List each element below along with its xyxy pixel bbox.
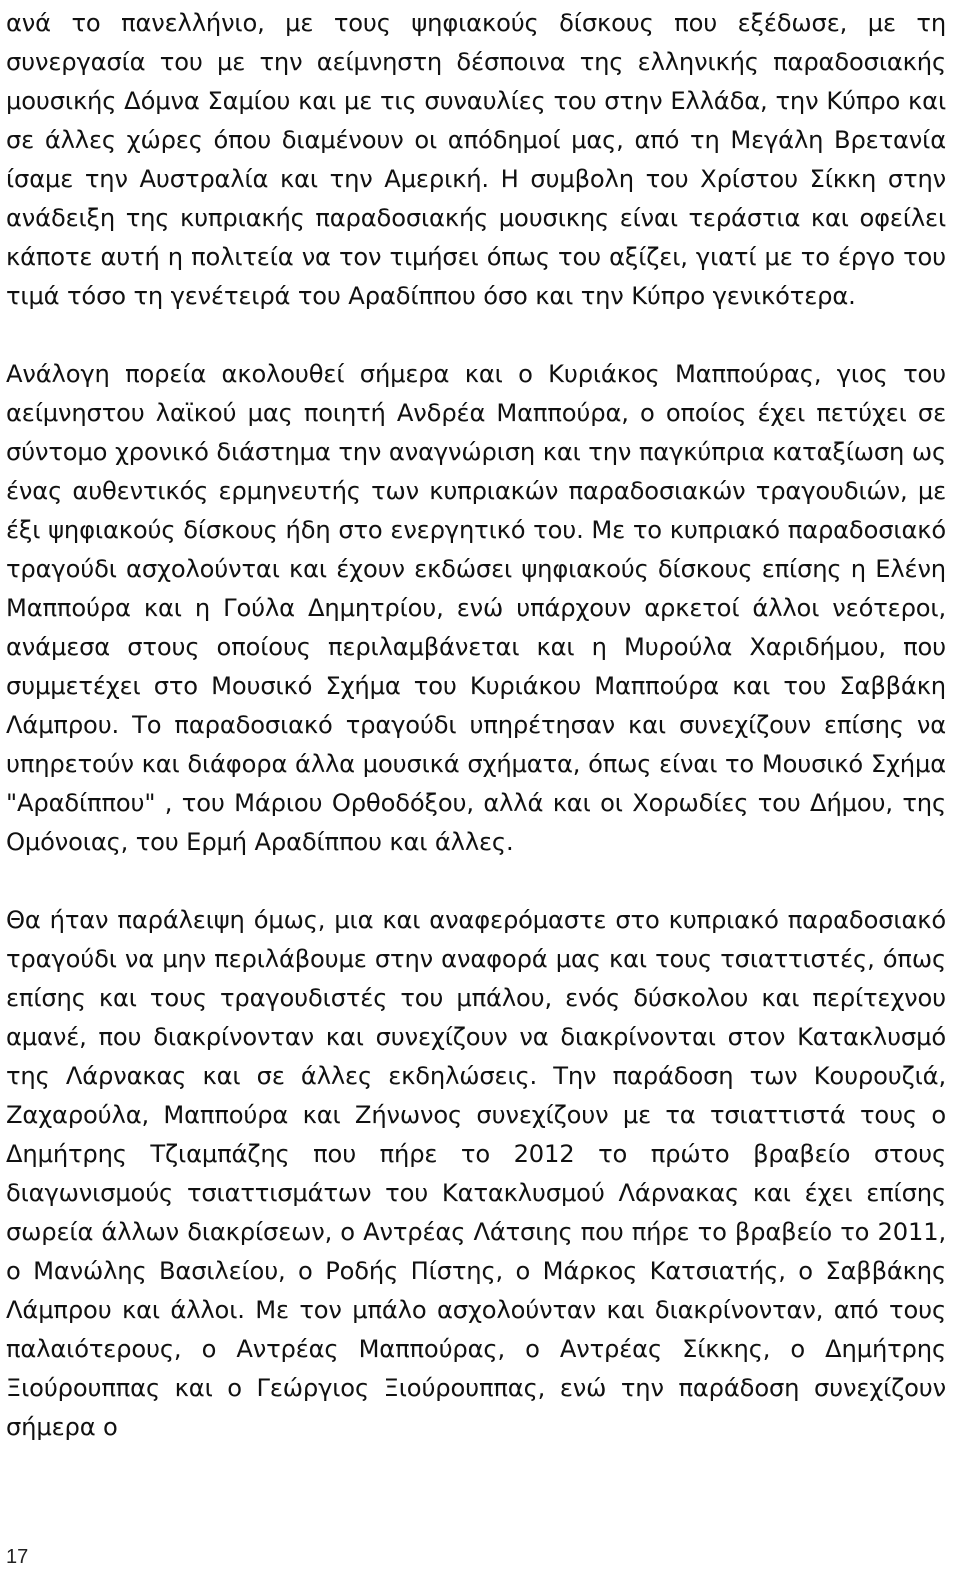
body-paragraph-2: Ανάλογη πορεία ακολουθεί σήμερα και ο Κυριάκος Μαππούρας, γιος του αείμνηστου λαϊκού μας ποιητή Ανδρέα Μαππούρα, ο οποίος έχει πετύχει σε σύντομο χρονικό διάστημα την αναγνώριση και την παγκύπρια καταξίωση ως ένας αυθεντικός ερμηνευτής των κυπριακών παραδοσιακών τραγουδιών, με έξι ψηφιακούς δίσκους ήδη στο ενεργητικό του. Με το κυπριακό παραδοσιακό τραγούδι ασχολούνται και έχουν εκδώσει ψηφιακούς δίσκους επίσης η Ελένη Μαππούρα και η Γούλα Δημητρίου, ενώ υπάρχουν αρκετοί άλλοι νεότεροι, ανάμεσα στους οποίους περιλαμβάνεται και η Μυρούλα Χαριδήμου, που συμμετέχει στο Μουσικό Σχήμα του Κυριάκου Μαππούρα και του Σαββάκη Λάμπρου. Το παραδοσιακό τραγούδι υπηρέτησαν και συνεχίζουν επίσης να υπηρετούν και διάφορα άλλα μουσικά σχήματα, όπως είναι το Μουσικό Σχήμα "Αραδίππου" , του Μάριου Ορθοδόξου, αλλά και οι Χορωδίες του Δήμου, της Ομόνοιας, του Ερμή Αραδίππου και άλλες. xyxy=(6,360,946,856)
page-number: 17 xyxy=(6,1546,29,1568)
body-paragraph-3: Θα ήταν παράλειψη όμως, μια και αναφερόμαστε στο κυπριακό παραδοσιακό τραγούδι να μην περιλάβουμε στην αναφορά μας και τους τσιαττιστές, όπως επίσης και τους τραγουδιστές του μπάλου, ενός δύσκολου και περίτεχνου αμανέ, που διακρίνονταν και συνεχίζουν να διακρίνονται στον Κατακλυσμό της Λάρνακας και σε άλλες εκδηλώσεις. Την παράδοση των Κουρουζιά, Ζαχαρούλα, Μαππούρα και Ζήνωνος συνεχίζουν με τα τσιαττιστά τους ο Δημήτρης Τζιαμπάζης που πήρε το 2012 το πρώτο βραβείο στους διαγωνισμούς τσιαττισμάτων του Κατακλυσμού Λάρνακας και έχει επίσης σωρεία άλλων διακρίσεων, ο Αντρέας Λάτσιης που πήρε το βραβείο το 2011, ο Μανώλης Βασιλείου, ο Ροδής Πίστης, ο Μάρκος Κατσιατής, ο Σαββάκης Λάμπρου και άλλοι. Με τον μπάλο ασχολούνταν και διακρίνονταν, από τους παλαιότερους, ο Αντρέας Μαππούρας, ο Αντρέας Σίκκης, ο Δημήτρης Ξιούρουππας και ο Γεώργιος Ξιούρουππας, ενώ την παράδοση συνεχίζουν σήμερα ο xyxy=(6,906,946,1441)
body-paragraph-1: ανά το πανελλήνιο, με τους ψηφιακούς δίσκους που εξέδωσε, με τη συνεργασία του με την αείμνηστη δέσποινα της ελληνικής παραδοσιακής μουσικής Δόμνα Σαμίου και με τις συναυλίες του στην Ελλάδα, την Κύπρο και σε άλλες χώρες όπου διαμένουν οι απόδημοί μας, από τη Μεγάλη Βρετανία ίσαμε την Αυστραλία και την Αμερική. Η συμβολη του Χρίστου Σίκκη στην ανάδειξη της κυπριακής παραδοσιακής μουσικης είναι τεράστια και οφείλει κάποτε αυτή η πολιτεία να τον τιμήσει όπως του αξίζει, γιατί με το έργο του τιμά τόσο τη γενέτειρά του Αραδίππου όσο και την Κύπρο γενικότερα. xyxy=(6,9,946,310)
